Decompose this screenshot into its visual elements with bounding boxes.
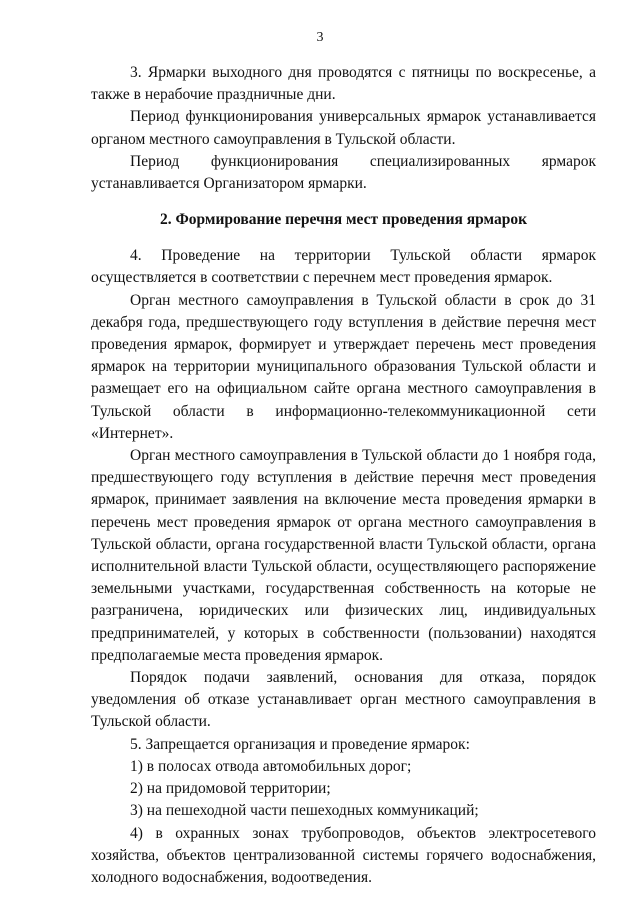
list-item-pedestrian: 3) на пешеходной части пешеходных коммуникаций; [130, 802, 479, 820]
paragraph-item-4: 4. Проведение на территории Тульской области ярмарок осуществляется в соответствии с перечнем мест проведения ярмарок. [91, 247, 596, 287]
list-item-roads: 1) в полосах отвода автомобильных дорог; [130, 757, 412, 775]
paragraph-fair-weekend: 3. Ярмарки выходного дня проводятся с пятницы по воскресенье, а также в нерабочие праздничные дни. [91, 64, 596, 104]
paragraph-specialized-period: Период функционирования специализированных ярмарок устанавливается Организатором ярмарки. [91, 152, 596, 193]
list-item-protected-zones: 4) в охранных зонах трубопроводов, объектов электросетевого хозяйства, объектов централизованной системы горячего водоснабжения, холодного водоснабжения, водоотведения. [91, 824, 596, 886]
paragraph-universal-period: Период функционирования универсальных ярмарок устанавливается органом местного самоуправления в Тульской области. [91, 108, 596, 148]
list-item-adjacent-territory: 2) на придомовой территории; [130, 780, 331, 798]
paragraph-procedure: Порядок подачи заявлений, основания для отказа, порядок уведомления об отказе устанавливает орган местного самоуправления в Тульской области. [91, 669, 596, 731]
document-body [91, 62, 596, 889]
section-heading: 2. Формирование перечня мест проведения ярмарок [159, 211, 528, 229]
paragraph-list-approval: Орган местного самоуправления в Тульской области в срок до 31 декабря года, предшествующего году вступления в действие перечня мест проведения ярмарок, формирует и утверждает перечень мест проведения ярмарок на территории муниципального образования Тульской области и размещает его на официальном сайте органа местного самоуправления в Тульской области в информационно-телекоммуникационной сети «Интернет». [91, 291, 596, 442]
paragraph-applications: Орган местного самоуправления в Тульской области до 1 ноября года, предшествующего году вступления в действие перечня мест проведения ярмарок, принимает заявления на включение места проведения ярмарки в перечень мест проведения ярмарок от органа местного самоуправления в Тульской области, органа государственной власти Тульской области, органа исполнительной власти Тульской области, осуществляющего распоряжение земельными участками, государственная собственность на которые не разграничена, юридических или физических лиц, индивидуальных предпринимателей, у которых в собственности (пользовании) находятся предполагаемые места проведения ярмарок. [91, 447, 596, 664]
paragraph-item-5: 5. Запрещается организация и проведение ярмарок: [130, 735, 470, 753]
page-number: 3 [316, 30, 324, 45]
